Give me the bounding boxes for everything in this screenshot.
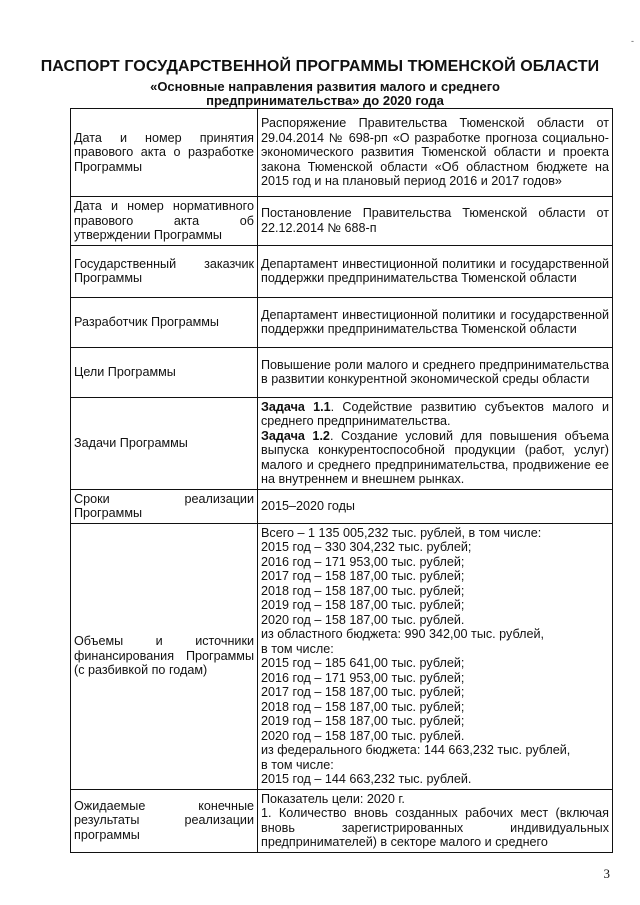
financing-line: Всего – 1 135 005,232 тыс. рублей, в том числе: [261,525,542,540]
financing-line: из областного бюджета: 990 342,00 тыс. рублей, [261,627,545,641]
financing-line: 2016 год – 171 953,00 тыс. рублей; [261,670,465,685]
row-value: Постановление Правительства Тюменской области от 22.12.2014 № 688-п [258,197,613,246]
task-1-text: . Содействие развитию субъектов малого и среднего предпринимательства. [261,399,609,428]
financing-line: 2017 год – 158 187,00 тыс. рублей; [261,569,465,583]
financing-lines [258,523,613,789]
page-title: ПАСПОРТ ГОСУДАРСТВЕННОЙ ПРОГРАММЫ ТЮМЕНСКОЙ ОБЛАСТИ [40,58,600,75]
table-row [71,347,613,397]
table-row [71,523,613,789]
financing-line: в том числе: [261,641,334,656]
financing-line: 2016 год – 171 953,00 тыс. рублей; [261,554,465,569]
financing-line: 2020 год – 158 187,00 тыс. рублей. [261,612,465,627]
table-row [71,397,613,489]
table-row [71,789,613,852]
financing-line: 2018 год – 158 187,00 тыс. рублей; [261,583,465,598]
financing-line: 2020 год – 158 187,00 тыс. рублей. [261,728,465,743]
financing-line: 2018 год – 158 187,00 тыс. рублей; [261,699,465,714]
passport-table [70,108,613,853]
row-value: 2015–2020 годы [258,489,613,523]
row-label: Ожидаемые конечные результаты реализации программы [71,789,258,852]
row-label: Объемы и источники финансирования Программы (с разбивкой по годам) [71,523,258,789]
table-row [71,197,613,246]
results-line: 1. Количество вновь созданных рабочих мест (включая вновь зарегистрированных индивидуальных предпринимателей) в секторе малого и среднего [261,806,609,849]
financing-line: 2015 год – 330 304,232 тыс. рублей; [261,540,472,554]
row-value: Повышение роли малого и среднего предпринимательства в развитии конкурентной экономической среды области [258,347,613,397]
table-row [71,245,613,297]
row-value: Распоряжение Правительства Тюменской области от 29.04.2014 № 698-рп «О разработке прогноза социально-экономического развития Тюменской области и проекта закона Тюменской области «Об областном бюджете на 2015 год и на плановый период 2016 и 2017 годов» [258,109,613,197]
row-label: Разработчик Программы [71,297,258,347]
task-2-label: Задача 1.2 [261,428,330,443]
row-label: Сроки реализации Программы [71,489,258,523]
financing-line: 2019 год – 158 187,00 тыс. рублей; [261,598,465,612]
results-line: Показатель цели: 2020 г. [261,791,405,806]
corner-mark: - [631,36,634,46]
financing-line: 2019 год – 158 187,00 тыс. рублей; [261,714,465,728]
financing-line: 2015 год – 144 663,232 тыс. рублей. [261,772,472,786]
table-row [71,297,613,347]
row-label: Дата и номер принятия правового акта о разработке Программы [71,109,258,197]
row-value [258,397,613,489]
row-label: Задачи Программы [71,397,258,489]
task-2-text: . Создание условий для повышения объема выпуска конкурентоспособной продукции (работ, услуг) малого и среднего предпринимательства, продвижение ее на внутреннем и внешнем рынках. [261,428,609,486]
row-label: Государственный заказчик Программы [71,245,258,297]
financing-line: из федерального бюджета: 144 663,232 тыс. рублей, [261,743,571,757]
task-1-label: Задача 1.1 [261,399,331,414]
row-label: Цели Программы [71,347,258,397]
row-value: Департамент инвестиционной политики и государственной поддержки предпринимательства Тюменской области [258,245,613,297]
financing-line: 2017 год – 158 187,00 тыс. рублей; [261,685,465,699]
page-subtitle: «Основные направления развития малого и среднего предпринимательства» до 2020 года [150,79,500,108]
financing-line: в том числе: [261,757,334,772]
results-lines [258,789,613,852]
table-row [71,489,613,523]
page-number: 3 [603,866,610,881]
row-label: Дата и номер нормативного правового акта об утверждении Программы [71,197,258,246]
row-value: Департамент инвестиционной политики и государственной поддержки предпринимательства Тюменской области [258,297,613,347]
financing-line: 2015 год – 185 641,00 тыс. рублей; [261,656,465,670]
table-row [71,109,613,197]
